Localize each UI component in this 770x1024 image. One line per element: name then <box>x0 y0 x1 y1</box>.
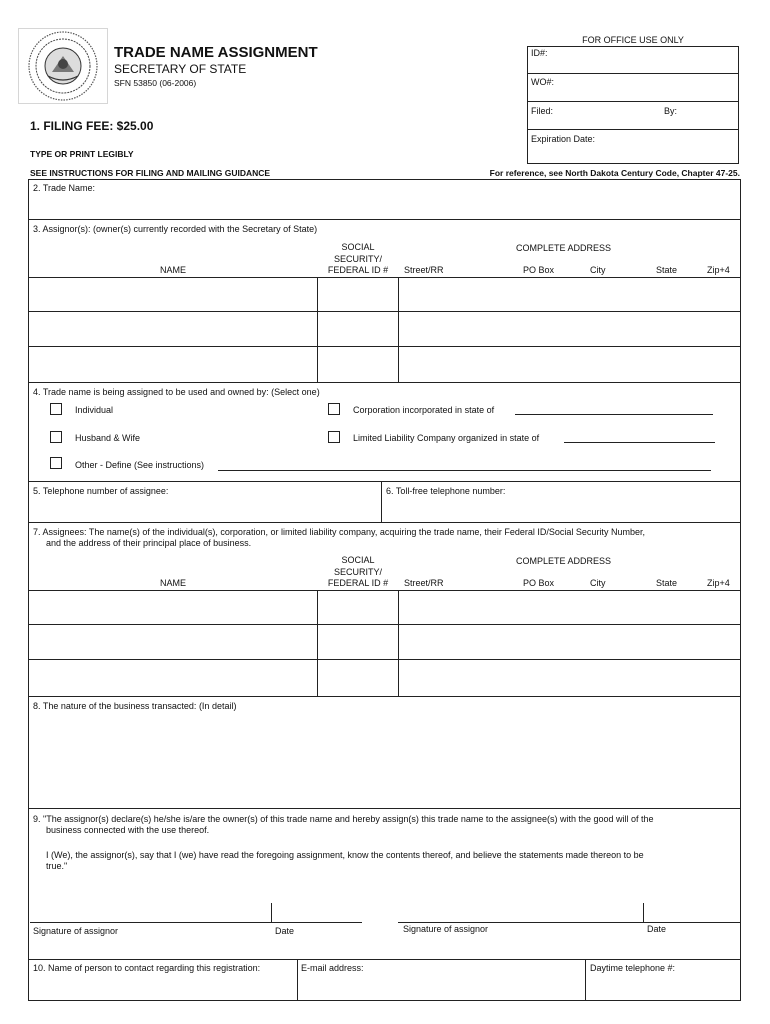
office-filed-label: Filed: <box>531 106 554 116</box>
assignees-col-ssn-3: FEDERAL ID # <box>327 578 389 588</box>
husband-wife-checkbox[interactable] <box>50 431 62 443</box>
assignee-row-1[interactable] <box>29 591 740 624</box>
declaration-line3: I (We), the assignor(s), say that I (we) have read the foregoing assignment, know the contents thereof, and believe the statements made thereon to be <box>46 850 644 860</box>
assignors-col-street: Street/RR <box>404 265 444 275</box>
form-number: SFN 53850 (06-2006) <box>114 78 197 88</box>
assignor-signature-label-2: Signature of assignor <box>403 924 489 934</box>
instructions-note: SEE INSTRUCTIONS FOR FILING AND MAILING GUIDANCE <box>30 168 271 178</box>
assignor-date-label-1: Date <box>275 926 295 936</box>
toll-free-phone-label: 6. Toll-free telephone number: <box>386 486 506 496</box>
llc-checkbox[interactable] <box>328 431 340 443</box>
husband-wife-label: Husband & Wife <box>75 433 141 443</box>
assignees-col-ssn-2: SECURITY/ <box>333 567 382 577</box>
assignees-col-ssn-1: SOCIAL <box>341 555 375 565</box>
assignors-col-zip: Zip+4 <box>707 265 730 275</box>
assignees-label-line2: and the address of their principal place of business. <box>46 538 252 548</box>
assignees-col-street: Street/RR <box>404 578 444 588</box>
trade-name-field[interactable] <box>29 194 740 218</box>
assignor-date-label-2: Date <box>647 924 667 934</box>
declaration-line1: 9. "The assignor(s) declare(s) he/she is/are the owner(s) of this trade name and hereby assign(s) this trade name to the assignee(s) with the good will of the <box>33 814 654 824</box>
type-or-print: TYPE OR PRINT LEGIBLY <box>30 149 134 159</box>
contact-name-label: 10. Name of person to contact regarding this registration: <box>33 963 261 973</box>
other-checkbox[interactable] <box>50 457 62 469</box>
corporation-checkbox[interactable] <box>328 403 340 415</box>
assignor-date-field-1[interactable] <box>272 902 360 922</box>
toll-free-phone-field[interactable] <box>382 497 740 521</box>
assignor-signature-field-2[interactable] <box>399 902 641 922</box>
llc-state-field[interactable] <box>564 433 715 443</box>
office-wo-label: WO#: <box>531 77 555 87</box>
assignors-col-name: NAME <box>159 265 186 275</box>
daytime-phone-field[interactable] <box>586 975 740 1000</box>
business-nature-field[interactable] <box>29 713 740 807</box>
assignee-phone-label: 5. Telephone number of assignee: <box>33 486 169 496</box>
assignor-signature-label-1: Signature of assignor <box>33 926 119 936</box>
assignees-col-city: City <box>590 578 606 588</box>
assignor-date-field-2[interactable] <box>644 902 738 922</box>
assignors-col-ssn-2: SECURITY/ <box>333 254 382 264</box>
individual-label: Individual <box>75 405 114 415</box>
daytime-phone-label: Daytime telephone #: <box>590 963 676 973</box>
assignee-row-3[interactable] <box>29 660 740 696</box>
declaration-line4: true." <box>46 861 68 871</box>
assignors-col-ssn-3: FEDERAL ID # <box>327 265 389 275</box>
contact-name-field[interactable] <box>29 975 296 1000</box>
corporation-label: Corporation incorporated in state of <box>353 405 495 415</box>
assignees-label-line1: 7. Assignees: The name(s) of the individual(s), corporation, or limited liability company, acquiring the trade name, their Federal ID/Social Security Number, <box>33 527 645 537</box>
other-define-field[interactable] <box>218 461 711 471</box>
office-id-label: ID#: <box>531 48 548 58</box>
state-seal-icon <box>18 28 108 104</box>
declaration-line2: business connected with the use thereof. <box>46 825 210 835</box>
office-by-label: By: <box>664 106 678 116</box>
assignors-col-pobox: PO Box <box>523 265 555 275</box>
business-nature-label: 8. The nature of the business transacted: (In detail) <box>33 701 237 711</box>
assignees-col-zip: Zip+4 <box>707 578 730 588</box>
individual-checkbox[interactable] <box>50 403 62 415</box>
assignor-signature-field-1[interactable] <box>30 902 270 922</box>
office-use-heading: FOR OFFICE USE ONLY <box>582 35 684 45</box>
email-field[interactable] <box>298 975 584 1000</box>
agency-name: SECRETARY OF STATE <box>114 62 247 76</box>
assignor-row-1[interactable] <box>29 278 740 311</box>
assignees-col-state: State <box>656 578 678 588</box>
trade-name-label: 2. Trade Name: <box>33 183 96 193</box>
form-title: TRADE NAME ASSIGNMENT <box>114 44 318 61</box>
other-label: Other - Define (See instructions) <box>75 460 205 470</box>
owner-type-label: 4. Trade name is being assigned to be used and owned by: (Select one) <box>33 387 320 397</box>
assignors-col-ssn-1: SOCIAL <box>341 242 375 252</box>
assignors-col-address: COMPLETE ADDRESS <box>516 243 612 253</box>
filing-fee: 1. FILING FEE: $25.00 <box>30 119 154 133</box>
email-label: E-mail address: <box>301 963 364 973</box>
assignors-col-city: City <box>590 265 606 275</box>
assignor-row-2[interactable] <box>29 312 740 346</box>
assignors-label: 3. Assignor(s): (owner(s) currently recorded with the Secretary of State) <box>33 224 318 234</box>
assignee-row-2[interactable] <box>29 625 740 659</box>
llc-label: Limited Liability Company organized in state of <box>353 433 540 443</box>
assignees-col-pobox: PO Box <box>523 578 555 588</box>
assignor-row-3[interactable] <box>29 347 740 382</box>
corporation-state-field[interactable] <box>515 405 713 415</box>
reference-note: For reference, see North Dakota Century Code, Chapter 47-25. <box>489 168 740 178</box>
office-use-box <box>527 46 739 164</box>
assignees-col-address: COMPLETE ADDRESS <box>516 556 612 566</box>
assignors-col-state: State <box>656 265 678 275</box>
office-expiration-label: Expiration Date: <box>531 134 596 144</box>
assignees-col-name: NAME <box>159 578 186 588</box>
assignee-phone-field[interactable] <box>29 497 380 521</box>
